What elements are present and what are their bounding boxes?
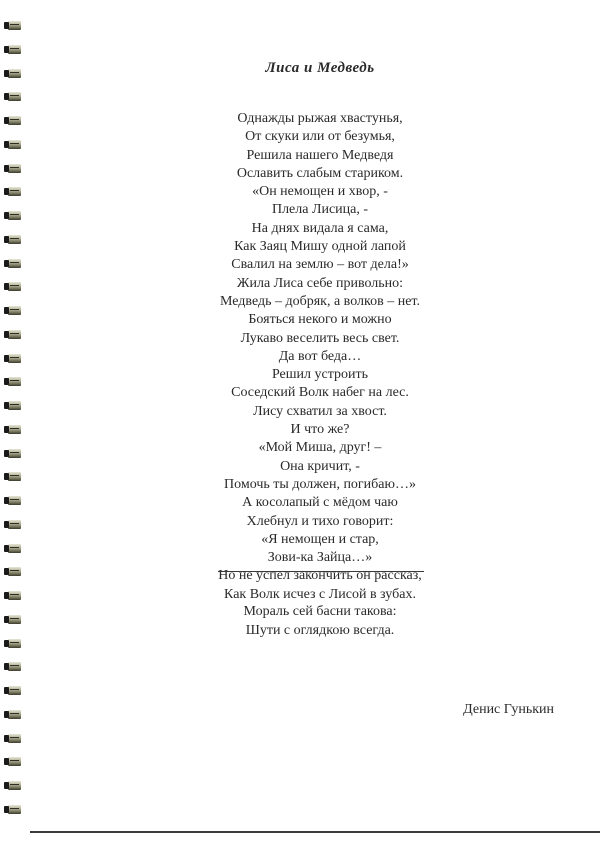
poem-line: На днях видала я сама, [251,220,389,236]
poem-line: Как Заяц Мишу одной лапой [234,239,406,255]
binding-ring-icon [4,45,22,54]
poem-line: От скуки или от безумья, [245,129,395,145]
binding-ring-icon [4,710,22,719]
poem-line: Решила нашего Медведя [246,147,394,163]
poem-line: Однажды рыжая хвастунья, [237,111,403,126]
poem-line: Как Волк исчез с Лисой в зубах. [224,586,416,602]
binding-ring-icon [4,686,22,695]
binding-ring-icon [4,805,22,814]
poem-line: Лукаво веселить весь свет. [240,330,400,346]
poem-title: Лиса и Медведь [265,60,375,76]
poem-line: «Он немощен и хвор, - [252,184,388,200]
binding-ring-icon [4,92,22,101]
author-signature: Денис Гунькин [463,702,554,717]
poem-line: Лису схватил за хвост. [253,403,387,419]
poem-line: Бояться некого и можно [248,312,392,328]
binding-ring-icon [4,781,22,790]
poem-line: И что же? [290,422,350,438]
binding-ring-icon [4,21,22,30]
moral-line: Шути с оглядкою всегда. [245,622,395,638]
poem-line: Ославить слабым стариком. [236,165,404,181]
section-divider [218,571,424,572]
poem-line: А косолапый с мёдом чаю [242,495,398,511]
page-bottom-rule [30,831,600,833]
poem-line: Но не успел закончить он рассказ, [218,568,422,584]
binding-ring-icon [4,757,22,766]
poem-line: «Мой Миша, друг! – [258,440,382,456]
poem-line: Да вот беда… [278,348,362,364]
poem-line: Хлебнул и тихо говорит: [246,513,394,529]
poem-line: Зови-ка Зайца…» [267,550,373,566]
poem-line: Медведь – добряк, а волков – нет. [220,293,420,309]
poem-line: Она кричит, - [280,458,360,474]
poem-line: Решил устроить [271,367,369,383]
moral-block [0,603,600,640]
poem-line: Свалил на землю – вот дела!» [231,257,409,273]
moral-line: Мораль сей басни такова: [243,604,397,619]
poem-line: Жила Лиса себе привольно: [236,275,404,291]
binding-ring-icon [4,662,22,671]
poem-line: Помочь ты должен, погибаю…» [224,476,416,492]
poem-line: «Я немощен и стар, [261,531,379,547]
poem-line: Соседский Волк набег на лес. [231,385,409,401]
poem-body [0,110,600,604]
poem-line: Плела Лисица, - [271,202,369,218]
binding-ring-icon [4,734,22,743]
